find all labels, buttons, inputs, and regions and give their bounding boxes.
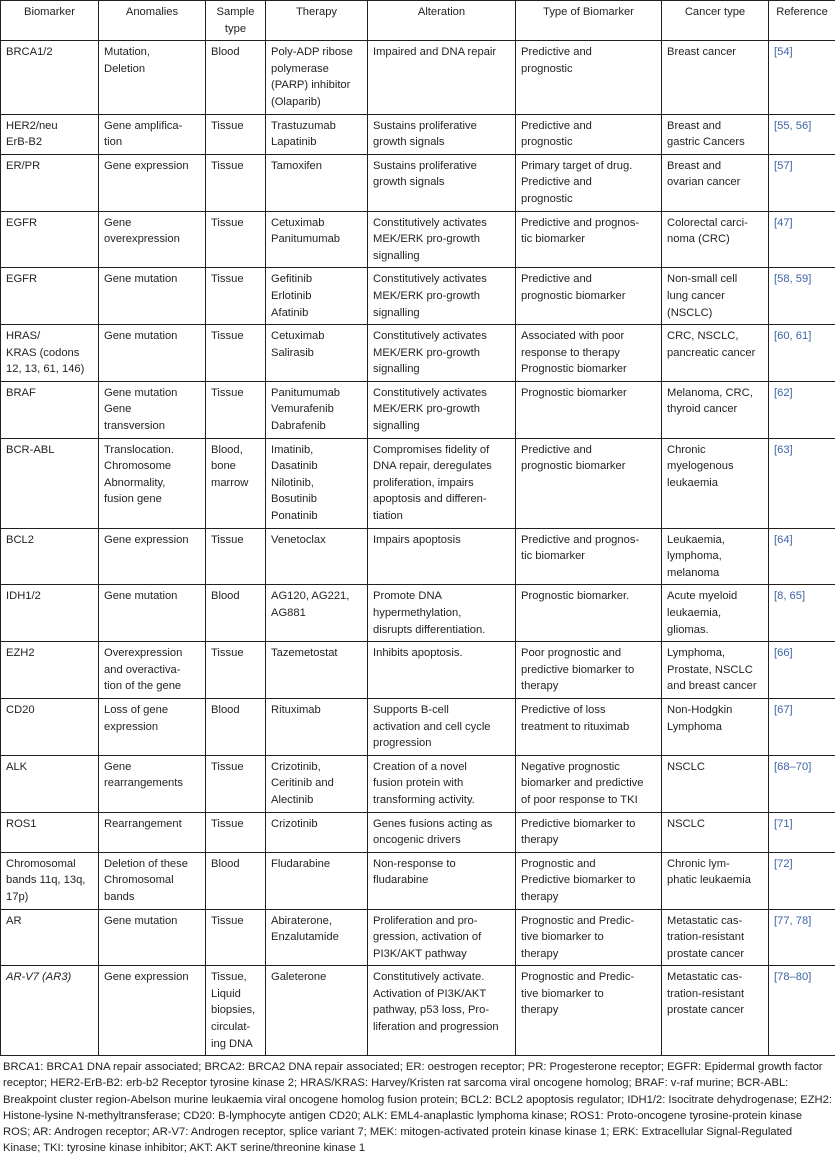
cell-therapy: Abiraterone, Enzalutamide xyxy=(266,909,368,966)
cell-type-of-biomarker: Primary target of drug. Predictive and prognostic xyxy=(516,154,662,211)
cell-reference: [64] xyxy=(769,528,835,585)
cell-type-of-biomarker: Predictive and prognostic xyxy=(516,41,662,114)
table-row xyxy=(1,812,835,852)
cell-biomarker: Chromosomal bands 11q, 13q, 17p) xyxy=(1,852,99,909)
cell-cancer-type: Chronic myelogenous leukaemia xyxy=(662,438,769,528)
cell-anomalies: Gene amplifica- tion xyxy=(99,114,206,154)
cell-alteration: Supports B-cell activation and cell cycle progression xyxy=(368,698,516,755)
table-row xyxy=(1,585,835,642)
cell-sample-type: Blood xyxy=(206,852,266,909)
cell-anomalies: Overexpression and overactiva- tion of the gene xyxy=(99,642,206,699)
table-row xyxy=(1,325,835,382)
cell-therapy: Tazemetostat xyxy=(266,642,368,699)
cell-reference: [68–70] xyxy=(769,755,835,812)
cell-biomarker: EGFR xyxy=(1,268,99,325)
cell-type-of-biomarker: Prognostic and Predic- tive biomarker to therapy xyxy=(516,909,662,966)
cell-anomalies: Gene mutation xyxy=(99,325,206,382)
table-row xyxy=(1,966,835,1056)
cell-alteration: Constitutively activates MEK/ERK pro-growth signalling xyxy=(368,381,516,438)
cell-therapy: Imatinib, Dasatinib Nilotinib, Bosutinib Ponatinib xyxy=(266,438,368,528)
header-sample-type: Sample type xyxy=(206,1,266,41)
cell-alteration: Impaired and DNA repair xyxy=(368,41,516,114)
cell-alteration: Constitutively activates MEK/ERK pro-growth signalling xyxy=(368,211,516,268)
cell-sample-type: Blood, bone marrow xyxy=(206,438,266,528)
cell-type-of-biomarker: Predictive and prognostic xyxy=(516,114,662,154)
cell-reference: [66] xyxy=(769,642,835,699)
header-anomalies: Anomalies xyxy=(99,1,206,41)
cell-reference: [54] xyxy=(769,41,835,114)
cell-cancer-type: CRC, NSCLC, pancreatic cancer xyxy=(662,325,769,382)
cell-biomarker: AR-V7 (AR3) xyxy=(1,966,99,1056)
table-row xyxy=(1,909,835,966)
cell-therapy: Crizotinib, Ceritinib and Alectinib xyxy=(266,755,368,812)
cell-therapy: Crizotinib xyxy=(266,812,368,852)
cell-type-of-biomarker: Poor prognostic and predictive biomarker to therapy xyxy=(516,642,662,699)
cell-sample-type: Tissue xyxy=(206,642,266,699)
cell-therapy: Cetuximab Salirasib xyxy=(266,325,368,382)
cell-type-of-biomarker: Negative prognostic biomarker and predictive of poor response to TKI xyxy=(516,755,662,812)
cell-biomarker: HER2/neu ErB-B2 xyxy=(1,114,99,154)
table-row xyxy=(1,268,835,325)
table-row xyxy=(1,41,835,114)
cell-reference: [55, 56] xyxy=(769,114,835,154)
cell-reference: [57] xyxy=(769,154,835,211)
cell-alteration: Proliferation and pro- gression, activation of PI3K/AKT pathway xyxy=(368,909,516,966)
cell-therapy: Poly-ADP ribose polymerase (PARP) inhibitor (Olaparib) xyxy=(266,41,368,114)
cell-sample-type: Tissue xyxy=(206,812,266,852)
cell-therapy: Gefitinib Erlotinib Afatinib xyxy=(266,268,368,325)
cell-therapy: Trastuzumab Lapatinib xyxy=(266,114,368,154)
cell-type-of-biomarker: Prognostic biomarker. xyxy=(516,585,662,642)
header-alteration: Alteration xyxy=(368,1,516,41)
cell-biomarker: CD20 xyxy=(1,698,99,755)
cell-sample-type: Tissue xyxy=(206,114,266,154)
cell-type-of-biomarker: Predictive of loss treatment to rituximab xyxy=(516,698,662,755)
cell-biomarker: ALK xyxy=(1,755,99,812)
cell-cancer-type: Breast and ovarian cancer xyxy=(662,154,769,211)
cell-therapy: Tamoxifen xyxy=(266,154,368,211)
cell-reference: [8, 65] xyxy=(769,585,835,642)
cell-alteration: Genes fusions acting as oncogenic drivers xyxy=(368,812,516,852)
cell-sample-type: Tissue xyxy=(206,909,266,966)
table-body xyxy=(1,41,835,1056)
table-row xyxy=(1,114,835,154)
cell-alteration: Sustains proliferative growth signals xyxy=(368,154,516,211)
cell-reference: [78–80] xyxy=(769,966,835,1056)
cell-cancer-type: Leukaemia, lymphoma, melanoma xyxy=(662,528,769,585)
cell-anomalies: Gene mutation xyxy=(99,268,206,325)
cell-type-of-biomarker: Prognostic and Predictive biomarker to therapy xyxy=(516,852,662,909)
cell-biomarker: BCL2 xyxy=(1,528,99,585)
cell-type-of-biomarker: Predictive and prognostic biomarker xyxy=(516,438,662,528)
cell-biomarker: EGFR xyxy=(1,211,99,268)
header-therapy: Therapy xyxy=(266,1,368,41)
cell-cancer-type: Acute myeloid leukaemia, gliomas. xyxy=(662,585,769,642)
cell-reference: [67] xyxy=(769,698,835,755)
cell-therapy: Galeterone xyxy=(266,966,368,1056)
cell-type-of-biomarker: Associated with poor response to therapy Prognostic biomarker xyxy=(516,325,662,382)
cell-sample-type: Tissue xyxy=(206,211,266,268)
cell-reference: [72] xyxy=(769,852,835,909)
cell-reference: [77, 78] xyxy=(769,909,835,966)
cell-cancer-type: Colorectal carci- noma (CRC) xyxy=(662,211,769,268)
cell-biomarker: IDH1/2 xyxy=(1,585,99,642)
cell-anomalies: Mutation, Deletion xyxy=(99,41,206,114)
cell-biomarker: BRCA1/2 xyxy=(1,41,99,114)
cell-alteration: Constitutively activates MEK/ERK pro-growth signalling xyxy=(368,268,516,325)
cell-cancer-type: Metastatic cas- tration-resistant prostate cancer xyxy=(662,909,769,966)
cell-cancer-type: Non-small cell lung cancer (NSCLC) xyxy=(662,268,769,325)
cell-biomarker: ER/PR xyxy=(1,154,99,211)
cell-therapy: Cetuximab Panitumumab xyxy=(266,211,368,268)
cell-type-of-biomarker: Prognostic and Predic- tive biomarker to therapy xyxy=(516,966,662,1056)
table-header-row xyxy=(1,1,835,41)
cell-anomalies: Gene mutation xyxy=(99,909,206,966)
cell-cancer-type: NSCLC xyxy=(662,812,769,852)
cell-therapy: Panitumumab Vemurafenib Dabrafenib xyxy=(266,381,368,438)
cell-type-of-biomarker: Predictive and prognostic biomarker xyxy=(516,268,662,325)
table-row xyxy=(1,852,835,909)
table-row xyxy=(1,211,835,268)
cell-alteration: Non-response to fludarabine xyxy=(368,852,516,909)
cell-biomarker: BCR-ABL xyxy=(1,438,99,528)
cell-cancer-type: NSCLC xyxy=(662,755,769,812)
cell-sample-type: Tissue xyxy=(206,528,266,585)
cell-alteration: Compromises fidelity of DNA repair, deregulates proliferation, impairs apoptosis and differen- tiation xyxy=(368,438,516,528)
cell-cancer-type: Chronic lym- phatic leukaemia xyxy=(662,852,769,909)
table-row xyxy=(1,381,835,438)
cell-therapy: Fludarabine xyxy=(266,852,368,909)
cell-alteration: Inhibits apoptosis. xyxy=(368,642,516,699)
cell-therapy: Venetoclax xyxy=(266,528,368,585)
cell-anomalies: Rearrangement xyxy=(99,812,206,852)
cell-alteration: Sustains proliferative growth signals xyxy=(368,114,516,154)
cell-cancer-type: Metastatic cas- tration-resistant prostate cancer xyxy=(662,966,769,1056)
cell-biomarker: BRAF xyxy=(1,381,99,438)
cell-sample-type: Tissue xyxy=(206,325,266,382)
cell-alteration: Impairs apoptosis xyxy=(368,528,516,585)
cell-therapy: AG120, AG221, AG881 xyxy=(266,585,368,642)
cell-anomalies: Loss of gene expression xyxy=(99,698,206,755)
cell-cancer-type: Non-Hodgkin Lymphoma xyxy=(662,698,769,755)
cell-sample-type: Tissue xyxy=(206,268,266,325)
header-biomarker: Biomarker xyxy=(1,1,99,41)
cell-alteration: Constitutively activate. Activation of PI3K/AKT pathway, p53 loss, Pro- liferation and progression xyxy=(368,966,516,1056)
header-type-of-biomarker: Type of Biomarker xyxy=(516,1,662,41)
cell-anomalies: Translocation. Chromosome Abnormality, fusion gene xyxy=(99,438,206,528)
cell-reference: [47] xyxy=(769,211,835,268)
cell-sample-type: Tissue xyxy=(206,381,266,438)
cell-reference: [71] xyxy=(769,812,835,852)
cell-type-of-biomarker: Predictive biomarker to therapy xyxy=(516,812,662,852)
cell-cancer-type: Breast cancer xyxy=(662,41,769,114)
table-row xyxy=(1,528,835,585)
cell-anomalies: Gene mutation xyxy=(99,585,206,642)
table-row xyxy=(1,154,835,211)
cell-reference: [60, 61] xyxy=(769,325,835,382)
table-footnote: BRCA1: BRCA1 DNA repair associated; BRCA2: BRCA2 DNA repair associated; ER: oestrogen receptor; PR: Progesterone receptor; EGFR: Epidermal growth factor receptor; HER2-ErB-B2: erb-b2 Receptor tyrosine kinase 2; HRAS/KRAS: Harvey/Kristen rat sarcoma viral oncogene homolog; BRAF: v-raf murine; BCR-ABL: Breakpoint cluster region-Abelson murine leukaemia viral oncogene homolog fusion protein; BCL2: BCL2 apoptosis regulator; IDH1/2: Isocitrate dehydrogenase; EZH2: Histone-lysine N-methyltransferase; CD20: B-lymphocyte antigen CD20; ALK: EML4-anaplastic lymphoma kinase; ROS1: Proto-oncogene tyrosine-protein kinase ROS; AR: Androgen receptor; AR-V7: Androgen receptor, splice variant 7; MEK: mitogen-activated protein kinase kinase 1; ERK: Extracellular Signal-Regulated Kinase; TKI: tyrosine kinase inhibitor; AKT: AKT serine/threonine kinase 1 xyxy=(0,1056,835,1156)
cell-anomalies: Gene expression xyxy=(99,966,206,1056)
cell-biomarker: HRAS/ KRAS (codons 12, 13, 61, 146) xyxy=(1,325,99,382)
cell-alteration: Constitutively activates MEK/ERK pro-growth signalling xyxy=(368,325,516,382)
cell-anomalies: Gene overexpression xyxy=(99,211,206,268)
cell-cancer-type: Melanoma, CRC, thyroid cancer xyxy=(662,381,769,438)
cell-sample-type: Tissue xyxy=(206,755,266,812)
cell-reference: [62] xyxy=(769,381,835,438)
table-row xyxy=(1,438,835,528)
header-reference: Reference xyxy=(769,1,835,41)
cell-sample-type: Blood xyxy=(206,41,266,114)
cell-biomarker: EZH2 xyxy=(1,642,99,699)
cell-anomalies: Gene expression xyxy=(99,154,206,211)
cell-biomarker: ROS1 xyxy=(1,812,99,852)
cell-cancer-type: Lymphoma, Prostate, NSCLC and breast cancer xyxy=(662,642,769,699)
cell-sample-type: Blood xyxy=(206,585,266,642)
cell-reference: [58, 59] xyxy=(769,268,835,325)
cell-anomalies: Deletion of these Chromosomal bands xyxy=(99,852,206,909)
cell-type-of-biomarker: Prognostic biomarker xyxy=(516,381,662,438)
cell-biomarker: AR xyxy=(1,909,99,966)
cell-anomalies: Gene expression xyxy=(99,528,206,585)
cell-alteration: Creation of a novel fusion protein with transforming activity. xyxy=(368,755,516,812)
cell-anomalies: Gene mutation Gene transversion xyxy=(99,381,206,438)
cell-alteration: Promote DNA hypermethylation, disrupts differentiation. xyxy=(368,585,516,642)
cell-cancer-type: Breast and gastric Cancers xyxy=(662,114,769,154)
table-row xyxy=(1,642,835,699)
cell-therapy: Rituximab xyxy=(266,698,368,755)
header-cancer-type: Cancer type xyxy=(662,1,769,41)
table-row xyxy=(1,755,835,812)
table-row xyxy=(1,698,835,755)
cell-sample-type: Blood xyxy=(206,698,266,755)
cell-type-of-biomarker: Predictive and prognos- tic biomarker xyxy=(516,211,662,268)
cell-type-of-biomarker: Predictive and prognos- tic biomarker xyxy=(516,528,662,585)
cell-anomalies: Gene rearrangements xyxy=(99,755,206,812)
cell-sample-type: Tissue xyxy=(206,154,266,211)
cell-sample-type: Tissue, Liquid biopsies, circulat- ing DNA xyxy=(206,966,266,1056)
cell-reference: [63] xyxy=(769,438,835,528)
